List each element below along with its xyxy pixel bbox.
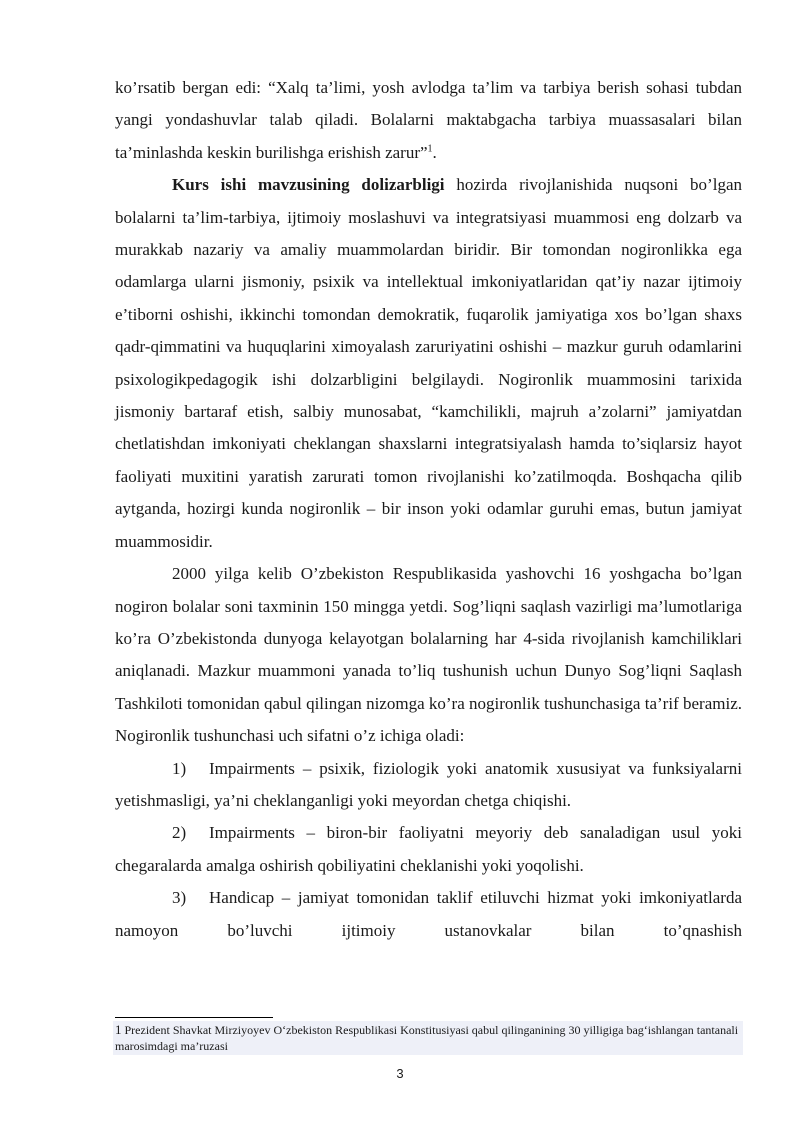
list-item: 2) Impairments – biron-bir faoliyatni meyoriy deb sanaladigan usul yoki chegaralarda amalga oshirish qobiliyatini cheklanishi yoki yoqolishi. <box>115 823 742 875</box>
footnote-reference[interactable]: 1 <box>427 143 433 155</box>
list-item: 1) Impairments – psixik, fiziologik yoki anatomik xususiyat va funksiyalarni yetishmasligi, ya’ni cheklanganligi yoki meyordan chetga chiqishi. <box>115 758 742 810</box>
body-text <box>115 72 742 947</box>
footnote-number: 1 <box>115 1022 122 1037</box>
footnote-text: Prezident Shavkat Mirziyoyev O‘zbekiston Respublikasi Konstitusiyasi qabul qilinganining 30 yilligiga bag‘ishlangan tantanali marosimdagi ma’ruzasi <box>115 1023 739 1053</box>
list-item: 3) Handicap – jamiyat tomonidan taklif etiluvchi hizmat yoki imkoniyatlarda namoyon bo’luvchi ijtimoiy ustanovkalar bilan to’qnashish <box>115 888 742 940</box>
paragraph-relevance: Kurs ishi mavzusining dolizarbligi hozirda rivojlanishida nuqsoni bo’lgan bolalarni ta’lim-tarbiya, ijtimoiy moslashuvi va integratsiyasi muammosi eng dolzarb va murakkab nazariy va amaliy muammolardan biridir. Bir tomondan nogironlikka ega odamlarga ularni jismoniy, psixik va intellektual imkoniyatlaridan qat’iy nazar ijtimoiy e’tiborni oshishi, ikkinchi tomondan demokratik, fuqarolik jamiyatiga xos bo’lgan shaxs qadr-qimmatini va huquqlarini ximoyalash zaruriyatini oshishi – mazkur guruh odamlarini psixologikpedagogik ishi dolzarbligini belgilaydi. Nogironlik muammosini tarixida jismoniy bartaraf etish, salbiy munosabat, “kamchilikli, majruh a’zolarni” jamiyatdan chetlatishdan imkoniyati cheklangan shaxslarni integratsiyalash hamda to’siqlarsiz hayot faoliyati muxitini yaratish zarurati tomon rivojlanishi ko’zatilmoqda. Boshqacha qilib aytganda, hozirgi kunda nogironlik – bir inson yoki odamlar guruhi emas, butun jamiyat muammosidir. <box>115 175 742 551</box>
page-number: 3 <box>396 1066 404 1081</box>
section-lead-bold: Kurs ishi mavzusining dolizarbligi <box>172 175 445 195</box>
paragraph-quote: ko’rsatib bergan edi: “Xalq ta’limi, yosh avlodga ta’lim va tarbiya berish sohasi tubdan yangi yondashuvlar talab qiladi. Bolalarni maktabgacha tarbiya muassasalari bilan ta’minlashda keskin burilishga erishish zarur”$^1$. <box>115 78 742 162</box>
paragraph-statistics: 2000 yilga kelib O’zbekiston Respublikasida yashovchi 16 yoshgacha bo’lgan nogiron bolalar soni taxminin 150 mingga yetdi. Sog’liqni saqlash vazirligi ma’lumotlariga ko’ra O’zbekistonda dunyoga kelayotgan bolalarning har 4-sida rivojlanish kamchiliklari aniqlanadi. Mazkur muammoni yanada to’liq tushunish uchun Dunyo Sog’liqni Saqlash Tashkiloti tomonidan qabul qilingan nizomga ko’ra nogironlik tushunchasiga ta’rif beramiz. Nogironlik tushunchasi uch sifatni o’z ichiga oladi: <box>115 564 742 746</box>
footnote <box>113 1021 743 1055</box>
footnote-separator <box>115 1017 273 1018</box>
